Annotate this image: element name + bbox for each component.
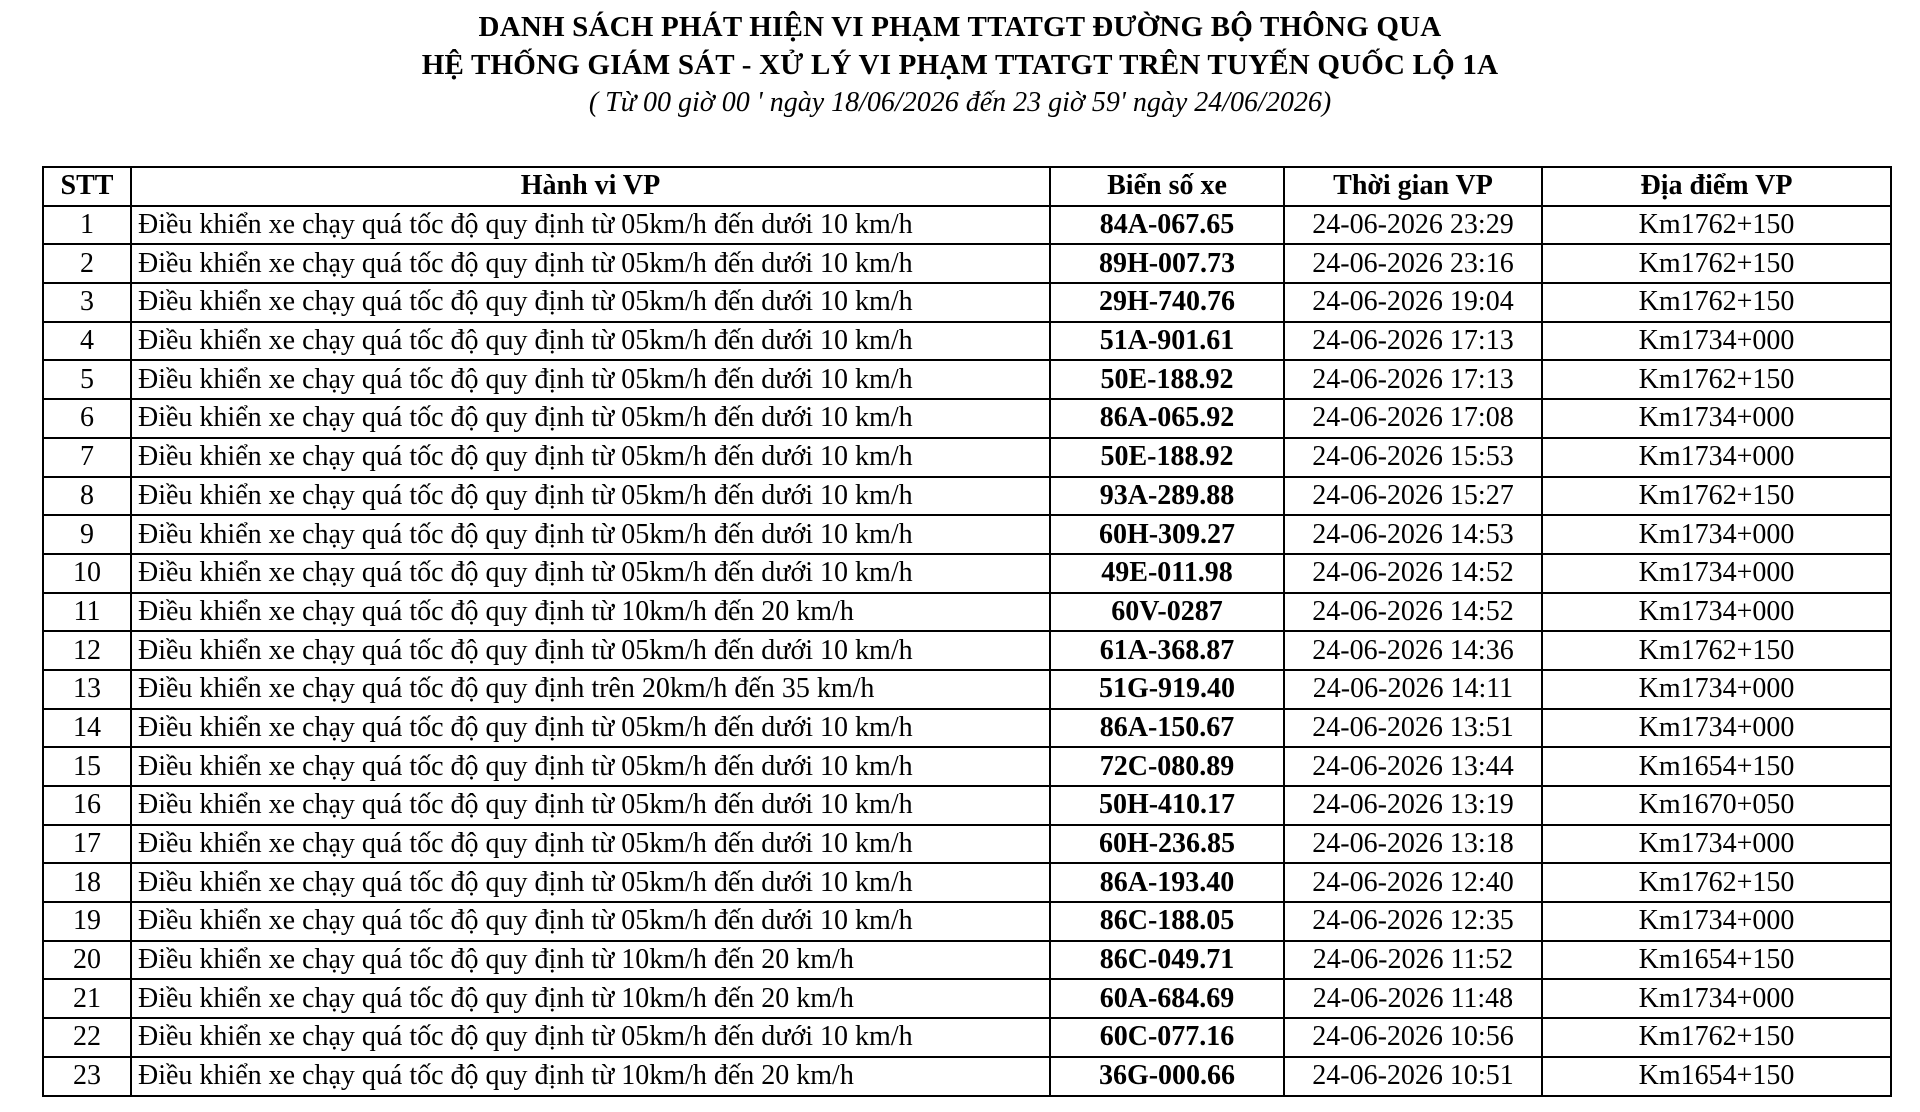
- cell-plate: 86C-049.71: [1050, 941, 1284, 980]
- table-row: [43, 399, 1891, 438]
- cell-behavior: Điều khiển xe chạy quá tốc độ quy định từ 05km/h đến dưới 10 km/h: [131, 360, 1050, 399]
- table-row: [43, 1057, 1891, 1096]
- cell-place: Km1654+150: [1542, 747, 1891, 786]
- cell-time: 24-06-2026 10:51: [1284, 1057, 1542, 1096]
- cell-time: 24-06-2026 13:44: [1284, 747, 1542, 786]
- table-header-row: [43, 167, 1891, 206]
- document-title-line2: HỆ THỐNG GIÁM SÁT - XỬ LÝ VI PHẠM TTATGT TRÊN TUYẾN QUỐC LỘ 1A: [421, 49, 1499, 81]
- cell-plate: 60H-236.85: [1050, 825, 1284, 864]
- cell-behavior: Điều khiển xe chạy quá tốc độ quy định từ 05km/h đến dưới 10 km/h: [131, 747, 1050, 786]
- cell-behavior: Điều khiển xe chạy quá tốc độ quy định từ 05km/h đến dưới 10 km/h: [131, 477, 1050, 516]
- cell-place: Km1734+000: [1542, 593, 1891, 632]
- table-row: [43, 322, 1891, 361]
- table-row: [43, 863, 1891, 902]
- cell-behavior: Điều khiển xe chạy quá tốc độ quy định từ 05km/h đến dưới 10 km/h: [131, 554, 1050, 593]
- cell-behavior: Điều khiển xe chạy quá tốc độ quy định từ 05km/h đến dưới 10 km/h: [131, 515, 1050, 554]
- cell-time: 24-06-2026 12:35: [1284, 902, 1542, 941]
- cell-plate: 86A-150.67: [1050, 709, 1284, 748]
- cell-stt: 20: [43, 941, 131, 980]
- cell-place: Km1670+050: [1542, 786, 1891, 825]
- table-row: [43, 631, 1891, 670]
- cell-stt: 21: [43, 979, 131, 1018]
- cell-behavior: Điều khiển xe chạy quá tốc độ quy định trên 20km/h đến 35 km/h: [131, 670, 1050, 709]
- table-row: [43, 244, 1891, 283]
- cell-plate: 36G-000.66: [1050, 1057, 1284, 1096]
- document-header: [0, 8, 1920, 122]
- cell-behavior: Điều khiển xe chạy quá tốc độ quy định từ 10km/h đến 20 km/h: [131, 593, 1050, 632]
- cell-time: 24-06-2026 17:13: [1284, 322, 1542, 361]
- cell-behavior: Điều khiển xe chạy quá tốc độ quy định từ 05km/h đến dưới 10 km/h: [131, 244, 1050, 283]
- table-row: [43, 438, 1891, 477]
- table-row: [43, 902, 1891, 941]
- cell-plate: 60C-077.16: [1050, 1018, 1284, 1057]
- cell-place: Km1654+150: [1542, 941, 1891, 980]
- cell-time: 24-06-2026 13:19: [1284, 786, 1542, 825]
- cell-stt: 10: [43, 554, 131, 593]
- cell-plate: 72C-080.89: [1050, 747, 1284, 786]
- cell-behavior: Điều khiển xe chạy quá tốc độ quy định từ 10km/h đến 20 km/h: [131, 979, 1050, 1018]
- table-row: [43, 554, 1891, 593]
- cell-stt: 7: [43, 438, 131, 477]
- table-row: [43, 206, 1891, 245]
- cell-plate: 29H-740.76: [1050, 283, 1284, 322]
- cell-time: 24-06-2026 23:29: [1284, 206, 1542, 245]
- cell-place: Km1734+000: [1542, 554, 1891, 593]
- cell-stt: 22: [43, 1018, 131, 1057]
- cell-stt: 14: [43, 709, 131, 748]
- cell-stt: 17: [43, 825, 131, 864]
- cell-plate: 51G-919.40: [1050, 670, 1284, 709]
- cell-behavior: Điều khiển xe chạy quá tốc độ quy định từ 05km/h đến dưới 10 km/h: [131, 1018, 1050, 1057]
- cell-place: Km1762+150: [1542, 283, 1891, 322]
- cell-stt: 4: [43, 322, 131, 361]
- cell-time: 24-06-2026 14:11: [1284, 670, 1542, 709]
- cell-plate: 84A-067.65: [1050, 206, 1284, 245]
- cell-plate: 50E-188.92: [1050, 360, 1284, 399]
- cell-place: Km1762+150: [1542, 863, 1891, 902]
- cell-behavior: Điều khiển xe chạy quá tốc độ quy định từ 05km/h đến dưới 10 km/h: [131, 438, 1050, 477]
- document-period: ( Từ 00 giờ 00 ' ngày 18/06/2026 đến 23 giờ 59' ngày 24/06/2026): [588, 87, 1332, 118]
- cell-plate: 86A-065.92: [1050, 399, 1284, 438]
- cell-place: Km1734+000: [1542, 902, 1891, 941]
- cell-stt: 12: [43, 631, 131, 670]
- column-header-stt: STT: [43, 167, 131, 206]
- cell-place: Km1734+000: [1542, 399, 1891, 438]
- cell-plate: 60A-684.69: [1050, 979, 1284, 1018]
- violations-table: [42, 166, 1892, 1097]
- cell-plate: 50E-188.92: [1050, 438, 1284, 477]
- document-title-line1: DANH SÁCH PHÁT HIỆN VI PHẠM TTATGT ĐƯỜNG BỘ THÔNG QUA: [478, 11, 1442, 43]
- cell-time: 24-06-2026 14:53: [1284, 515, 1542, 554]
- cell-time: 24-06-2026 14:52: [1284, 554, 1542, 593]
- cell-behavior: Điều khiển xe chạy quá tốc độ quy định từ 05km/h đến dưới 10 km/h: [131, 709, 1050, 748]
- table-row: [43, 593, 1891, 632]
- cell-behavior: Điều khiển xe chạy quá tốc độ quy định từ 05km/h đến dưới 10 km/h: [131, 631, 1050, 670]
- cell-place: Km1762+150: [1542, 1018, 1891, 1057]
- cell-time: 24-06-2026 19:04: [1284, 283, 1542, 322]
- cell-stt: 19: [43, 902, 131, 941]
- cell-time: 24-06-2026 12:40: [1284, 863, 1542, 902]
- cell-stt: 16: [43, 786, 131, 825]
- table-row: [43, 709, 1891, 748]
- table-row: [43, 786, 1891, 825]
- cell-behavior: Điều khiển xe chạy quá tốc độ quy định từ 05km/h đến dưới 10 km/h: [131, 902, 1050, 941]
- column-header-plate: Biển số xe: [1050, 167, 1284, 206]
- cell-behavior: Điều khiển xe chạy quá tốc độ quy định từ 10km/h đến 20 km/h: [131, 941, 1050, 980]
- cell-time: 24-06-2026 15:27: [1284, 477, 1542, 516]
- table-row: [43, 941, 1891, 980]
- cell-plate: 60H-309.27: [1050, 515, 1284, 554]
- table-row: [43, 670, 1891, 709]
- cell-time: 24-06-2026 14:52: [1284, 593, 1542, 632]
- cell-plate: 86C-188.05: [1050, 902, 1284, 941]
- cell-behavior: Điều khiển xe chạy quá tốc độ quy định từ 05km/h đến dưới 10 km/h: [131, 399, 1050, 438]
- cell-time: 24-06-2026 10:56: [1284, 1018, 1542, 1057]
- cell-place: Km1734+000: [1542, 825, 1891, 864]
- cell-time: 24-06-2026 17:08: [1284, 399, 1542, 438]
- cell-behavior: Điều khiển xe chạy quá tốc độ quy định từ 05km/h đến dưới 10 km/h: [131, 825, 1050, 864]
- table-row: [43, 747, 1891, 786]
- cell-plate: 86A-193.40: [1050, 863, 1284, 902]
- cell-behavior: Điều khiển xe chạy quá tốc độ quy định từ 05km/h đến dưới 10 km/h: [131, 786, 1050, 825]
- cell-behavior: Điều khiển xe chạy quá tốc độ quy định từ 05km/h đến dưới 10 km/h: [131, 206, 1050, 245]
- cell-stt: 5: [43, 360, 131, 399]
- cell-stt: 9: [43, 515, 131, 554]
- cell-time: 24-06-2026 11:48: [1284, 979, 1542, 1018]
- cell-behavior: Điều khiển xe chạy quá tốc độ quy định từ 05km/h đến dưới 10 km/h: [131, 322, 1050, 361]
- cell-stt: 15: [43, 747, 131, 786]
- cell-place: Km1734+000: [1542, 322, 1891, 361]
- cell-plate: 51A-901.61: [1050, 322, 1284, 361]
- column-header-time: Thời gian VP: [1284, 167, 1542, 206]
- table-row: [43, 283, 1891, 322]
- cell-time: 24-06-2026 13:51: [1284, 709, 1542, 748]
- cell-stt: 6: [43, 399, 131, 438]
- cell-plate: 89H-007.73: [1050, 244, 1284, 283]
- cell-stt: 11: [43, 593, 131, 632]
- cell-stt: 3: [43, 283, 131, 322]
- cell-behavior: Điều khiển xe chạy quá tốc độ quy định từ 10km/h đến 20 km/h: [131, 1057, 1050, 1096]
- cell-time: 24-06-2026 11:52: [1284, 941, 1542, 980]
- cell-behavior: Điều khiển xe chạy quá tốc độ quy định từ 05km/h đến dưới 10 km/h: [131, 283, 1050, 322]
- cell-plate: 60V-0287: [1050, 593, 1284, 632]
- cell-behavior: Điều khiển xe chạy quá tốc độ quy định từ 05km/h đến dưới 10 km/h: [131, 863, 1050, 902]
- cell-place: Km1734+000: [1542, 438, 1891, 477]
- column-header-place: Địa điểm VP: [1542, 167, 1891, 206]
- table-row: [43, 825, 1891, 864]
- cell-stt: 8: [43, 477, 131, 516]
- cell-place: Km1762+150: [1542, 631, 1891, 670]
- cell-time: 24-06-2026 14:36: [1284, 631, 1542, 670]
- cell-stt: 2: [43, 244, 131, 283]
- cell-place: Km1762+150: [1542, 244, 1891, 283]
- column-header-behavior: Hành vi VP: [131, 167, 1050, 206]
- table-row: [43, 1018, 1891, 1057]
- table-row: [43, 515, 1891, 554]
- cell-place: Km1734+000: [1542, 670, 1891, 709]
- table-row: [43, 360, 1891, 399]
- cell-stt: 13: [43, 670, 131, 709]
- cell-place: Km1734+000: [1542, 979, 1891, 1018]
- cell-place: Km1762+150: [1542, 360, 1891, 399]
- cell-time: 24-06-2026 23:16: [1284, 244, 1542, 283]
- cell-stt: 18: [43, 863, 131, 902]
- cell-place: Km1762+150: [1542, 477, 1891, 516]
- cell-place: Km1762+150: [1542, 206, 1891, 245]
- table-body: [43, 206, 1891, 1096]
- cell-plate: 93A-289.88: [1050, 477, 1284, 516]
- table-row: [43, 477, 1891, 516]
- cell-time: 24-06-2026 15:53: [1284, 438, 1542, 477]
- cell-stt: 23: [43, 1057, 131, 1096]
- violations-table-container: [42, 166, 1890, 1097]
- cell-plate: 49E-011.98: [1050, 554, 1284, 593]
- cell-time: 24-06-2026 13:18: [1284, 825, 1542, 864]
- cell-place: Km1734+000: [1542, 709, 1891, 748]
- cell-time: 24-06-2026 17:13: [1284, 360, 1542, 399]
- cell-plate: 61A-368.87: [1050, 631, 1284, 670]
- cell-stt: 1: [43, 206, 131, 245]
- cell-plate: 50H-410.17: [1050, 786, 1284, 825]
- cell-place: Km1654+150: [1542, 1057, 1891, 1096]
- cell-place: Km1734+000: [1542, 515, 1891, 554]
- table-row: [43, 979, 1891, 1018]
